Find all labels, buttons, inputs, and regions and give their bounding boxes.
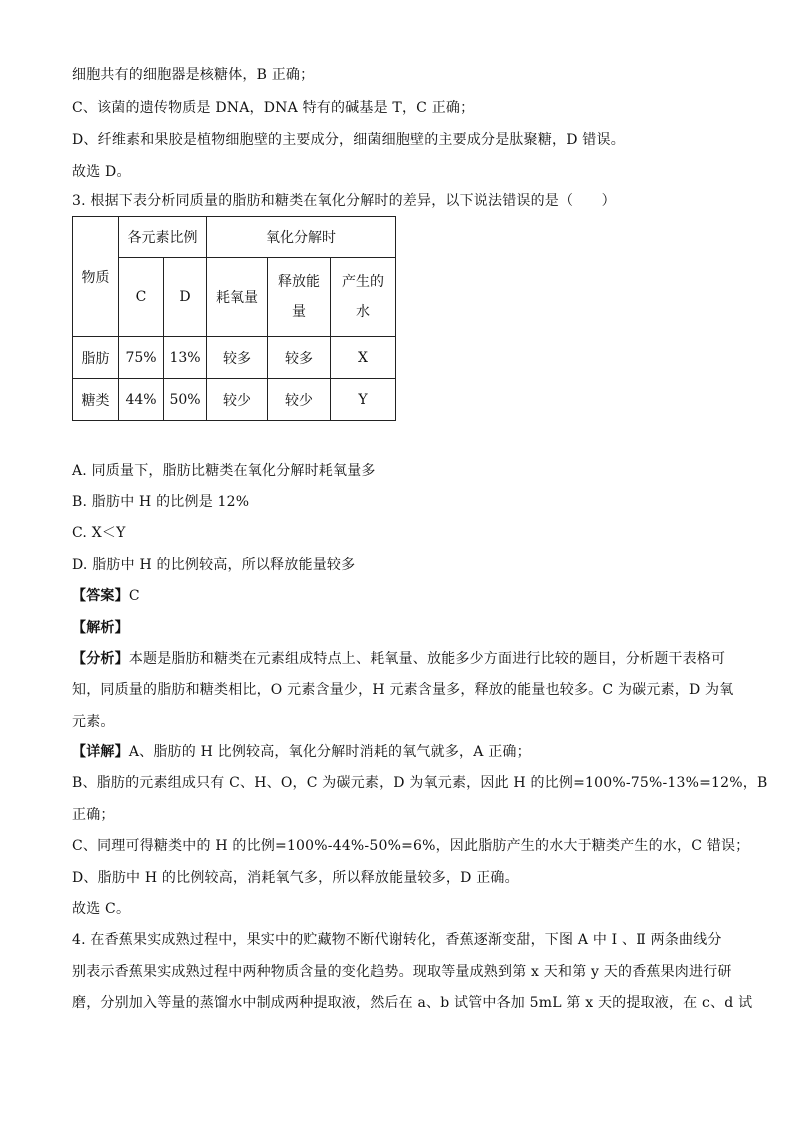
- cell-energy: 较少: [268, 379, 331, 421]
- header-water-line1: 产生的: [342, 274, 384, 290]
- table-row: [73, 337, 396, 379]
- cell-water: Y: [331, 379, 396, 421]
- cell-oxygen: 较多: [207, 337, 268, 379]
- cell-c: 44%: [119, 379, 164, 421]
- option-a: A. 同质量下，脂肪比糖类在氧化分解时耗氧量多: [72, 463, 376, 479]
- text-line: 故选 D。: [72, 164, 131, 180]
- option-c: C. X＜Y: [72, 525, 126, 541]
- header-c: C: [119, 258, 164, 337]
- header-water: [331, 258, 396, 337]
- answer-label: 【答案】: [72, 588, 129, 604]
- detail-line: C、同理可得糖类中的 H 的比例=100%-44%-50%=6%，因此脂肪产生的水大于糖类产生的水，C 错误；: [72, 838, 750, 854]
- cell-name: 脂肪: [73, 337, 119, 379]
- option-d: D. 脂肪中 H 的比例较高，所以释放能量较多: [72, 557, 356, 573]
- header-substance: 物质: [73, 217, 119, 337]
- detail-line: 正确；: [72, 807, 115, 823]
- detail-line: B、脂肪的元素组成只有 C、H、O，C 为碳元素，D 为氧元素，因此 H 的比例=100%-75%-13%=12%，B: [72, 775, 768, 791]
- text-line: 细胞共有的细胞器是核糖体，B 正确；: [72, 67, 315, 83]
- detail-line: D、脂肪中 H 的比例较高，消耗氧气多，所以释放能量较多，D 正确。: [72, 870, 519, 886]
- detail-line: [72, 743, 531, 761]
- detail-text: A、脂肪的 H 比例较高，氧化分解时消耗的氧气就多，A 正确；: [128, 744, 531, 760]
- analysis-label: 【解析】: [72, 620, 129, 636]
- analysis-line: 知，同质量的脂肪和糖类相比，O 元素含量少，H 元素含量多，释放的能量也较多。C 为碳元素，D 为氧: [72, 682, 734, 698]
- answer-line: [72, 587, 140, 605]
- cell-water: X: [331, 337, 396, 379]
- question-4-line: 别表示香蕉果实成熟过程中两种物质含量的变化趋势。现取等量成熟到第 x 天和第 y 天的香蕉果肉进行研: [72, 964, 732, 980]
- analysis-text: 本题是脂肪和糖类在元素组成特点上、耗氧量、放能多少方面进行比较的题目，分析题干表格可: [128, 651, 726, 667]
- header-d: D: [164, 258, 207, 337]
- header-oxidation: 氧化分解时: [207, 217, 396, 258]
- analysis-line: 元素。: [72, 714, 115, 730]
- text-line: D、纤维素和果胶是植物细胞壁的主要成分，细菌细胞壁的主要成分是肽聚糖，D 错误。: [72, 132, 625, 148]
- option-b: B. 脂肪中 H 的比例是 12%: [72, 494, 250, 510]
- cell-energy: 较多: [268, 337, 331, 379]
- cell-oxygen: 较少: [207, 379, 268, 421]
- comparison-table: [72, 216, 396, 421]
- header-oxygen: 耗氧量: [207, 258, 268, 337]
- question-4-line: 4. 在香蕉果实成熟过程中，果实中的贮藏物不断代谢转化，香蕉逐渐变甜，下图 A 中 Ⅰ 、Ⅱ 两条曲线分: [72, 932, 722, 948]
- cell-c: 75%: [119, 337, 164, 379]
- header-energy-line2: 量: [292, 304, 306, 320]
- detail-section-label: 【详解】: [72, 744, 129, 760]
- table-row: [73, 379, 396, 421]
- header-energy-line1: 释放能: [278, 274, 320, 290]
- question-4-line: 磨，分别加入等量的蒸馏水中制成两种提取液，然后在 a、b 试管中各加 5mL 第 x 天的提取液，在 c、d 试: [72, 995, 753, 1011]
- answer-value: C: [128, 588, 140, 604]
- analysis-section-label: 【分析】: [72, 651, 129, 667]
- header-water-line2: 水: [356, 304, 370, 320]
- cell-name: 糖类: [73, 379, 119, 421]
- detail-line: 故选 C。: [72, 901, 131, 917]
- question-3-stem: 3. 根据下表分析同质量的脂肪和糖类在氧化分解时的差异，以下说法错误的是（ ）: [72, 193, 616, 209]
- text-line: C、该菌的遗传物质是 DNA，DNA 特有的碱基是 T，C 正确；: [72, 100, 475, 116]
- cell-d: 50%: [164, 379, 207, 421]
- analysis-line: [72, 650, 725, 668]
- header-element-ratio: 各元素比例: [119, 217, 207, 258]
- header-energy: [268, 258, 331, 337]
- cell-d: 13%: [164, 337, 207, 379]
